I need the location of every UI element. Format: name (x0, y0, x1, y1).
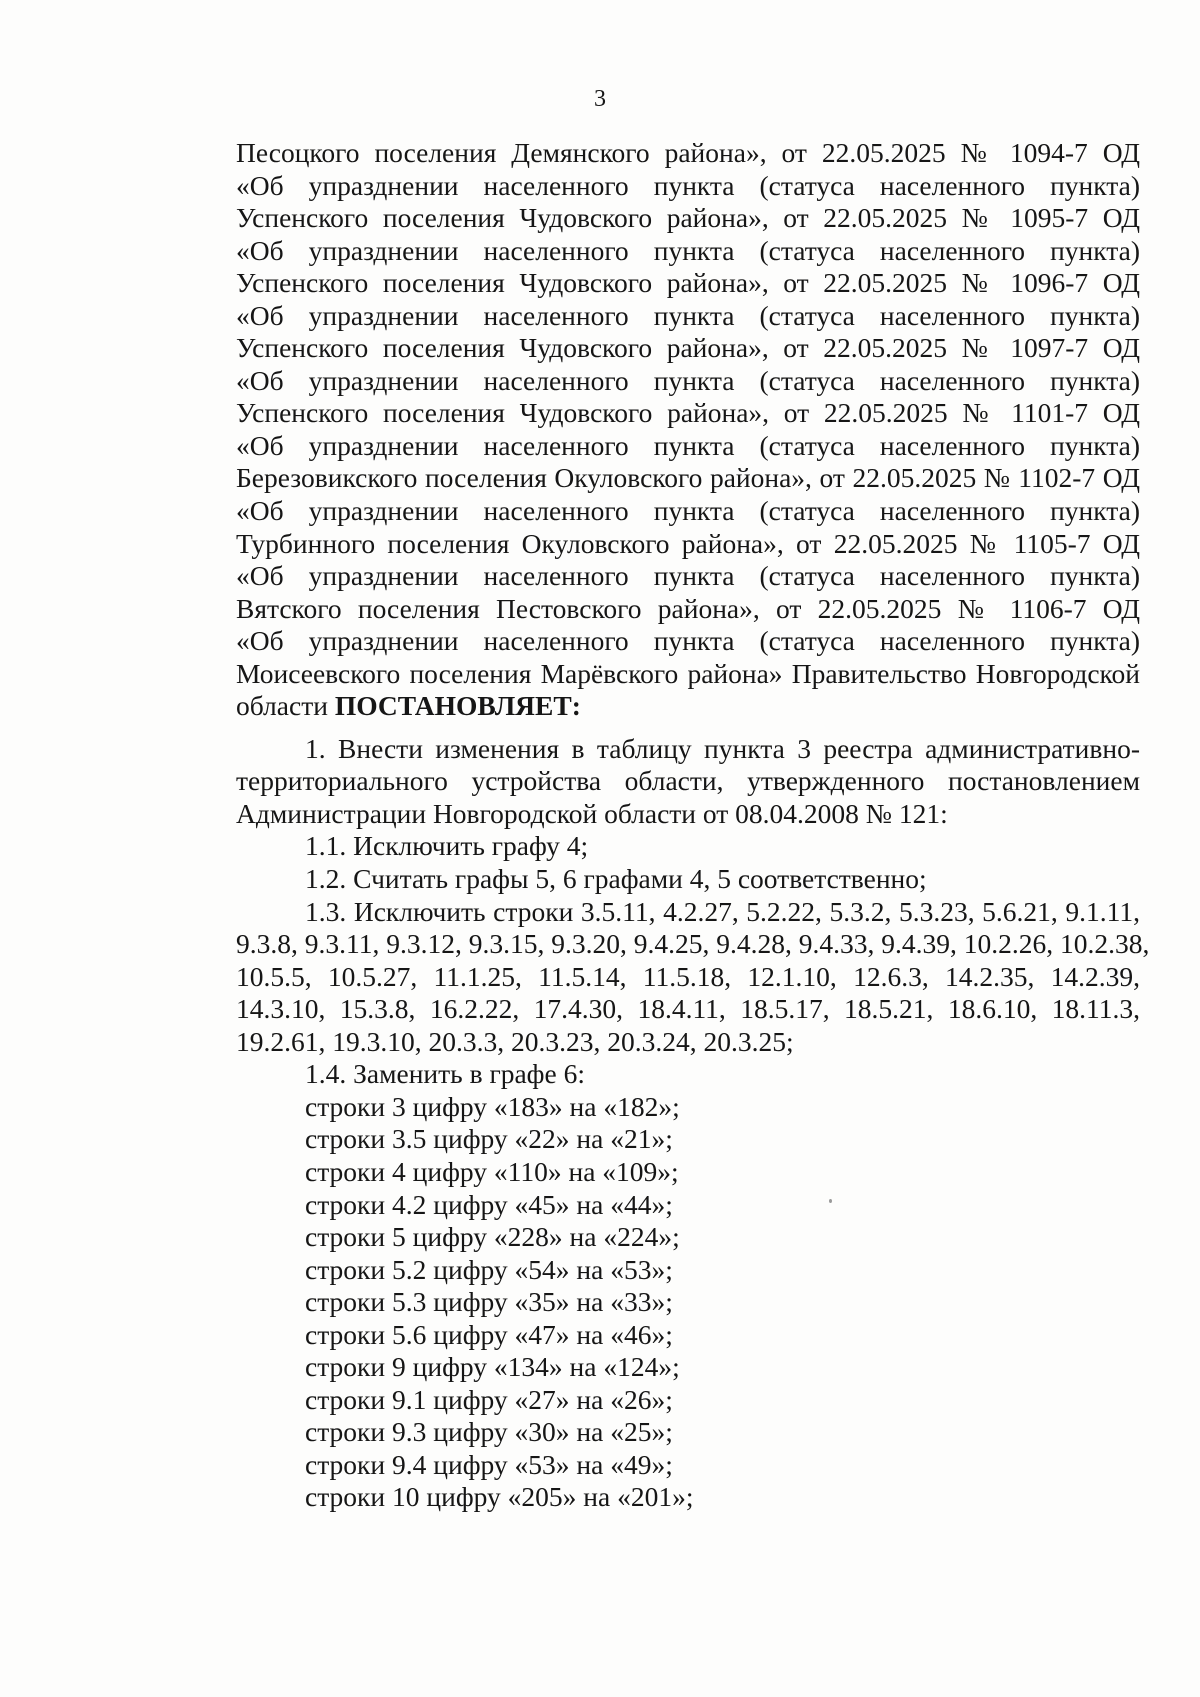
preamble-line: «Об упразднении населенного пункта (статуса населенного пункта) (236, 429, 1140, 461)
item-1-3-line: 19.2.61, 19.3.10, 20.3.3, 20.3.23, 20.3.24, 20.3.25; (236, 1025, 794, 1057)
replacement-item: строки 5.2 цифру «54» на «53»; (305, 1253, 673, 1285)
scan-speck (829, 1199, 832, 1203)
item-1-3-paragraph (236, 895, 1150, 1059)
replacement-item: строки 5.6 цифру «47» на «46»; (305, 1318, 673, 1350)
replacement-item: строки 5 цифру «228» на «224»; (305, 1221, 680, 1253)
item-1-4: 1.4. Заменить в графе 6: (305, 1058, 585, 1090)
item-1-line: 1. Внести изменения в таблицу пункта 3 реестра административно- (305, 732, 1140, 764)
replacement-list (236, 1091, 1140, 1514)
item-1-2: 1.2. Считать графы 5, 6 графами 4, 5 соответственно; (305, 863, 927, 895)
preamble-line: «Об упразднении населенного пункта (статуса населенного пункта) (236, 299, 1140, 331)
document-body (236, 137, 1150, 1514)
item-1-3-line: 1.3. Исключить строки 3.5.11, 4.2.27, 5.2.22, 5.3.2, 5.3.23, 5.6.21, 9.1.11, (305, 895, 1140, 927)
replacement-item: строки 10 цифру «205» на «201»; (305, 1481, 694, 1513)
preamble-line: «Об упразднении населенного пункта (статуса населенного пункта) (236, 169, 1140, 201)
resolve-prefix: области (236, 690, 335, 722)
preamble-line: «Об упразднении населенного пункта (статуса населенного пункта) (236, 560, 1140, 592)
preamble-paragraph (236, 137, 1140, 723)
preamble-line: Березовикского поселения Окуловского района», от 22.05.2025 № 1102-7 ОД (236, 462, 1140, 494)
preamble-line: Моисеевского поселения Марёвского района» Правительство Новгородской (236, 657, 1140, 689)
replacement-item: строки 3.5 цифру «22» на «21»; (305, 1123, 673, 1155)
preamble-line: «Об упразднении населенного пункта (статуса населенного пункта) (236, 234, 1140, 266)
preamble-line: Успенского поселения Чудовского района», от 22.05.2025 № 1096-7 ОД (236, 267, 1140, 299)
resolve-word: ПОСТАНОВЛЯЕТ: (334, 690, 581, 722)
preamble-line: «Об упразднении населенного пункта (статуса населенного пункта) (236, 495, 1140, 527)
replacement-item: строки 4 цифру «110» на «109»; (305, 1155, 679, 1187)
preamble-line: Турбинного поселения Окуловского района», от 22.05.2025 № 1105-7 ОД (236, 527, 1140, 559)
replacement-item: строки 9.3 цифру «30» на «25»; (305, 1416, 673, 1448)
resolve-line (236, 690, 1140, 723)
preamble-line: Вятского поселения Пестовского района», от 22.05.2025 № 1106-7 ОД (236, 592, 1140, 624)
item-1-3-line: 14.3.10, 15.3.8, 16.2.22, 17.4.30, 18.4.11, 18.5.17, 18.5.21, 18.6.10, 18.11.3, (236, 993, 1140, 1025)
replacement-item: строки 9.1 цифру «27» на «26»; (305, 1383, 673, 1415)
preamble-line: «Об упразднении населенного пункта (статуса населенного пункта) (236, 364, 1140, 396)
replacement-item: строки 5.3 цифру «35» на «33»; (305, 1286, 673, 1318)
preamble-line: Песоцкого поселения Демянского района», от 22.05.2025 № 1094-7 ОД (236, 137, 1140, 168)
item-1-3-line: 10.5.5, 10.5.27, 11.1.25, 11.5.14, 11.5.18, 12.1.10, 12.6.3, 14.2.35, 14.2.39, (236, 960, 1140, 992)
item-1-1: 1.1. Исключить графу 4; (305, 830, 589, 862)
preamble-line: Успенского поселения Чудовского района», от 22.05.2025 № 1097-7 ОД (236, 332, 1140, 364)
item-1-line: Администрации Новгородской области от 08.04.2008 № 121: (236, 797, 948, 829)
item-1-paragraph (236, 733, 1140, 831)
replacement-item: строки 3 цифру «183» на «182»; (305, 1090, 680, 1122)
item-1-3-line: 9.3.8, 9.3.11, 9.3.12, 9.3.15, 9.3.20, 9.4.25, 9.4.28, 9.4.33, 9.4.39, 10.2.26, 10.2.38, (236, 928, 1150, 960)
item-1-line: территориального устройства области, утвержденного постановлением (236, 765, 1140, 797)
replacement-item: строки 9 цифру «134» на «124»; (305, 1351, 680, 1383)
page-number: 3 (594, 86, 606, 112)
replacement-item: строки 9.4 цифру «53» на «49»; (305, 1448, 673, 1480)
replacement-item: строки 4.2 цифру «45» на «44»; (305, 1188, 673, 1220)
preamble-line: Успенского поселения Чудовского района», от 22.05.2025 № 1095-7 ОД (236, 202, 1140, 234)
preamble-line: «Об упразднении населенного пункта (статуса населенного пункта) (236, 625, 1140, 657)
preamble-line: Успенского поселения Чудовского района», от 22.05.2025 № 1101-7 ОД (236, 397, 1140, 429)
